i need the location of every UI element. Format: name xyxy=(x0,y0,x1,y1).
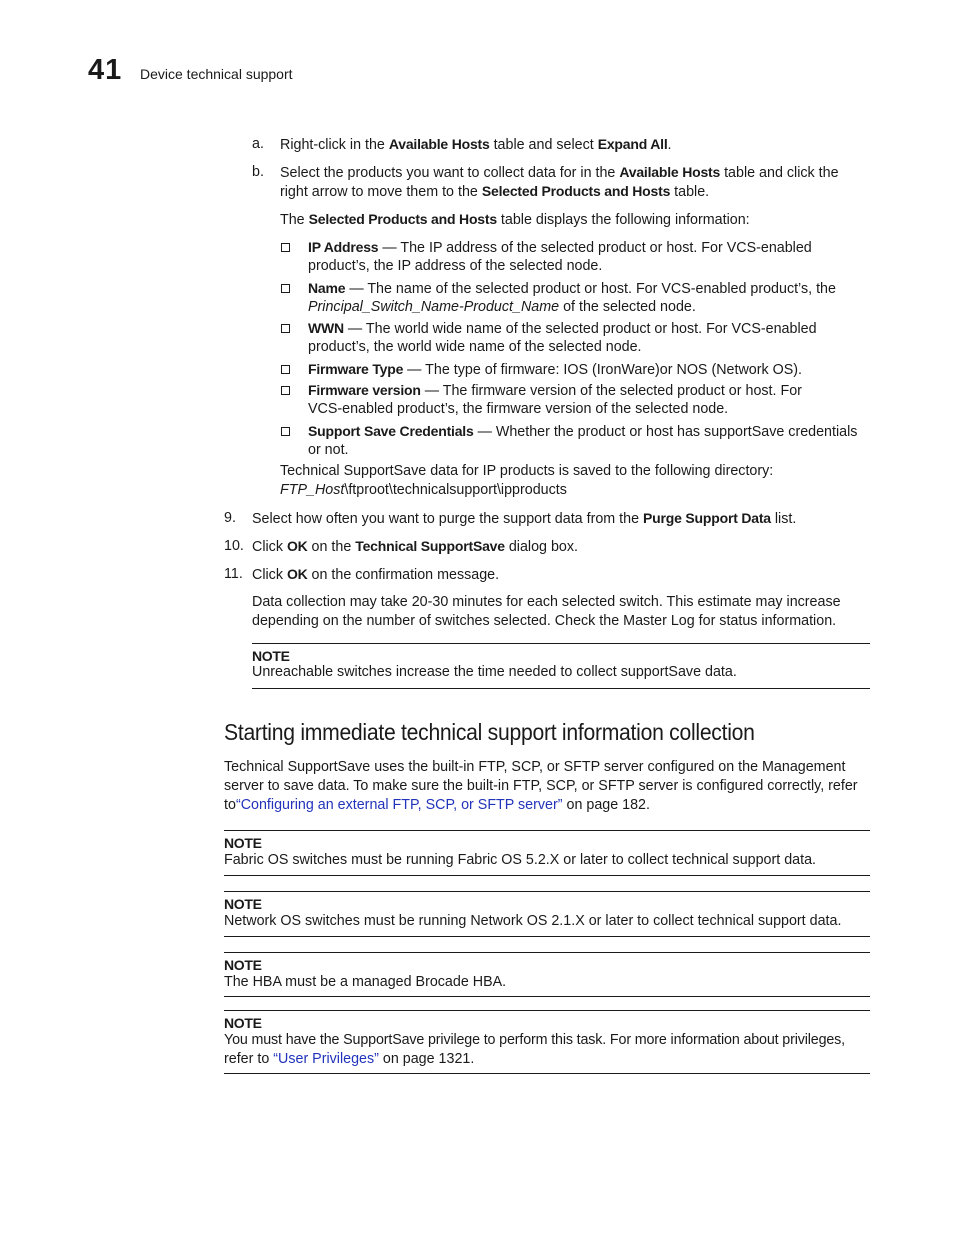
note5-text-line1: You must have the SupportSave privilege to perform this task. For more information about privileges, xyxy=(224,1032,846,1048)
text-run: table. xyxy=(670,184,710,200)
text-run: list. xyxy=(770,511,797,527)
text-run: table and select xyxy=(489,137,598,153)
text-run: on the xyxy=(307,539,356,555)
text-run: — The firmware version of the selected product or host. For xyxy=(420,383,802,399)
bullet-square-icon xyxy=(281,324,290,333)
section-body-line3 xyxy=(224,796,650,815)
text-run: table and click the xyxy=(720,165,839,181)
italic-text: FTP_Host xyxy=(280,482,345,498)
italic-text: Principal_Switch_Name-Product_Name xyxy=(308,299,560,315)
note3-label: NOTE xyxy=(224,896,262,912)
note2-top-rule xyxy=(224,830,870,831)
bullet-square-icon xyxy=(281,427,290,436)
collection-note-line2: depending on the number of switches selected. Check the Master Log for status information. xyxy=(252,613,837,629)
section-body-suffix: on page 182. xyxy=(562,797,650,813)
note5-prefix: refer to xyxy=(224,1051,274,1067)
ui-term: Expand All xyxy=(597,136,668,152)
substep-a-marker: a. xyxy=(252,136,264,152)
ftp-config-link[interactable]: “Configuring an external FTP, SCP, or SFTP server” xyxy=(235,797,563,813)
text-run: dialog box. xyxy=(504,539,578,555)
directory-path xyxy=(280,481,567,500)
text-run: Right-click in the xyxy=(280,137,389,153)
text-run: \ftproot\technicalsupport\ipproducts xyxy=(344,482,567,498)
text-run: product’s, the world wide name of the selected node. xyxy=(308,339,642,355)
collection-note-line1: Data collection may take 20-30 minutes for each selected switch. This estimate may increase xyxy=(252,594,841,610)
text-run: Click xyxy=(252,567,287,583)
text-run: right arrow to move them to the xyxy=(280,184,482,200)
ui-term: WWN xyxy=(308,320,344,336)
text-run: of the selected node. xyxy=(559,299,696,315)
text-run: The xyxy=(280,212,309,228)
ui-term: IP Address xyxy=(308,239,379,255)
text-run: table displays the following information: xyxy=(496,212,750,228)
bullet-item-line1 xyxy=(308,279,836,299)
section-body-prefix: to xyxy=(224,797,236,813)
bullet-square-icon xyxy=(281,365,290,374)
bullet-square-icon xyxy=(281,386,290,395)
bullet-square-icon xyxy=(281,243,290,252)
bullet-item-line2 xyxy=(308,400,728,419)
note1-text: Unreachable switches increase the time needed to collect supportSave data. xyxy=(252,664,737,680)
note4-label: NOTE xyxy=(224,957,262,973)
ui-term: Name xyxy=(308,280,346,296)
ui-term: Available Hosts xyxy=(619,164,721,180)
note2-label: NOTE xyxy=(224,835,262,851)
chapter-title: Device technical support xyxy=(140,66,293,82)
step-10-number: 10. xyxy=(224,538,244,554)
bullet-item-line1 xyxy=(308,238,812,258)
bullet-item-line1 xyxy=(308,319,817,339)
text-run: . xyxy=(667,137,672,153)
step-11-text xyxy=(252,565,499,585)
substep-b-marker: b. xyxy=(252,164,264,180)
ui-term: Purge Support Data xyxy=(643,510,771,526)
step-10-text xyxy=(252,537,578,557)
bullet-item-line2 xyxy=(308,257,602,276)
table-intro xyxy=(280,210,750,230)
note1-bottom-rule xyxy=(252,688,870,689)
bullet-item-line2 xyxy=(308,298,696,317)
substep-b-text xyxy=(280,163,839,183)
bullet-square-icon xyxy=(281,284,290,293)
text-run: or not. xyxy=(308,442,349,458)
chapter-number: 41 xyxy=(88,54,123,86)
text-run: Click xyxy=(252,539,287,555)
ui-term: Support Save Credentials xyxy=(308,423,474,439)
bullet-item-line1 xyxy=(308,381,802,401)
section-heading: Starting immediate technical support information collection xyxy=(224,719,755,745)
text-run: — The IP address of the selected product or host. For VCS-enabled xyxy=(378,240,812,256)
text-run: — The type of firmware: IOS (IronWare)or NOS (Network OS). xyxy=(403,362,802,378)
substep-a-text xyxy=(280,135,672,155)
section-body-line2: server to save data. To make sure the built-in FTP, SCP, or SFTP server is configured correctly, refer xyxy=(224,778,858,794)
substep-b-text-line2 xyxy=(280,182,709,202)
ui-term: Firmware Type xyxy=(308,361,404,377)
note3-top-rule xyxy=(224,891,870,892)
step-9-text xyxy=(252,509,796,529)
text-run: Select how often you want to purge the support data from the xyxy=(252,511,644,527)
ui-term: Selected Products and Hosts xyxy=(308,211,497,227)
note5-bottom-rule xyxy=(224,1073,870,1074)
note5-top-rule xyxy=(224,1010,870,1011)
note3-bottom-rule xyxy=(224,936,870,937)
bullet-item-line2 xyxy=(308,441,349,460)
ui-term: Technical SupportSave xyxy=(355,538,505,554)
ui-term: Available Hosts xyxy=(388,136,490,152)
text-run: — The name of the selected product or host. For VCS-enabled product’s, the xyxy=(345,281,836,297)
text-run: Select the products you want to collect data for in the xyxy=(280,165,620,181)
note1-top-rule xyxy=(252,643,870,644)
note4-text: The HBA must be a managed Brocade HBA. xyxy=(224,974,507,990)
bullet-item-line2 xyxy=(308,338,642,357)
ui-term: Selected Products and Hosts xyxy=(481,183,671,199)
section-body-line1: Technical SupportSave uses the built-in FTP, SCP, or SFTP server configured on the Management xyxy=(224,759,846,775)
note2-text: Fabric OS switches must be running Fabric OS 5.2.X or later to collect technical support data. xyxy=(224,852,817,868)
text-run: — Whether the product or host has supportSave credentials xyxy=(473,424,858,440)
ui-term: OK xyxy=(286,538,308,554)
ui-term: Firmware version xyxy=(308,382,421,398)
bullet-item-line1 xyxy=(308,422,857,442)
note4-top-rule xyxy=(224,952,870,953)
user-privileges-link[interactable]: “User Privileges” xyxy=(273,1051,379,1067)
note5-suffix: on page 1321. xyxy=(378,1051,475,1067)
step-11-number: 11. xyxy=(224,566,243,582)
note4-bottom-rule xyxy=(224,996,870,997)
note3-text: Network OS switches must be running Network OS 2.1.X or later to collect technical support data. xyxy=(224,913,842,929)
note5-text-line2 xyxy=(224,1050,474,1069)
text-run: VCS-enabled product’s, the firmware version of the selected node. xyxy=(308,401,729,417)
note1-label: NOTE xyxy=(252,648,290,664)
bullet-item-line1 xyxy=(308,360,802,380)
step-9-number: 9. xyxy=(224,510,236,526)
note5-label: NOTE xyxy=(224,1015,262,1031)
ui-term: OK xyxy=(286,566,308,582)
text-run: product’s, the IP address of the selected node. xyxy=(308,258,603,274)
text-run: on the confirmation message. xyxy=(307,567,500,583)
note2-bottom-rule xyxy=(224,875,870,876)
directory-line1: Technical SupportSave data for IP products is saved to the following directory: xyxy=(280,463,774,479)
text-run: — The world wide name of the selected product or host. For VCS-enabled xyxy=(343,321,817,337)
